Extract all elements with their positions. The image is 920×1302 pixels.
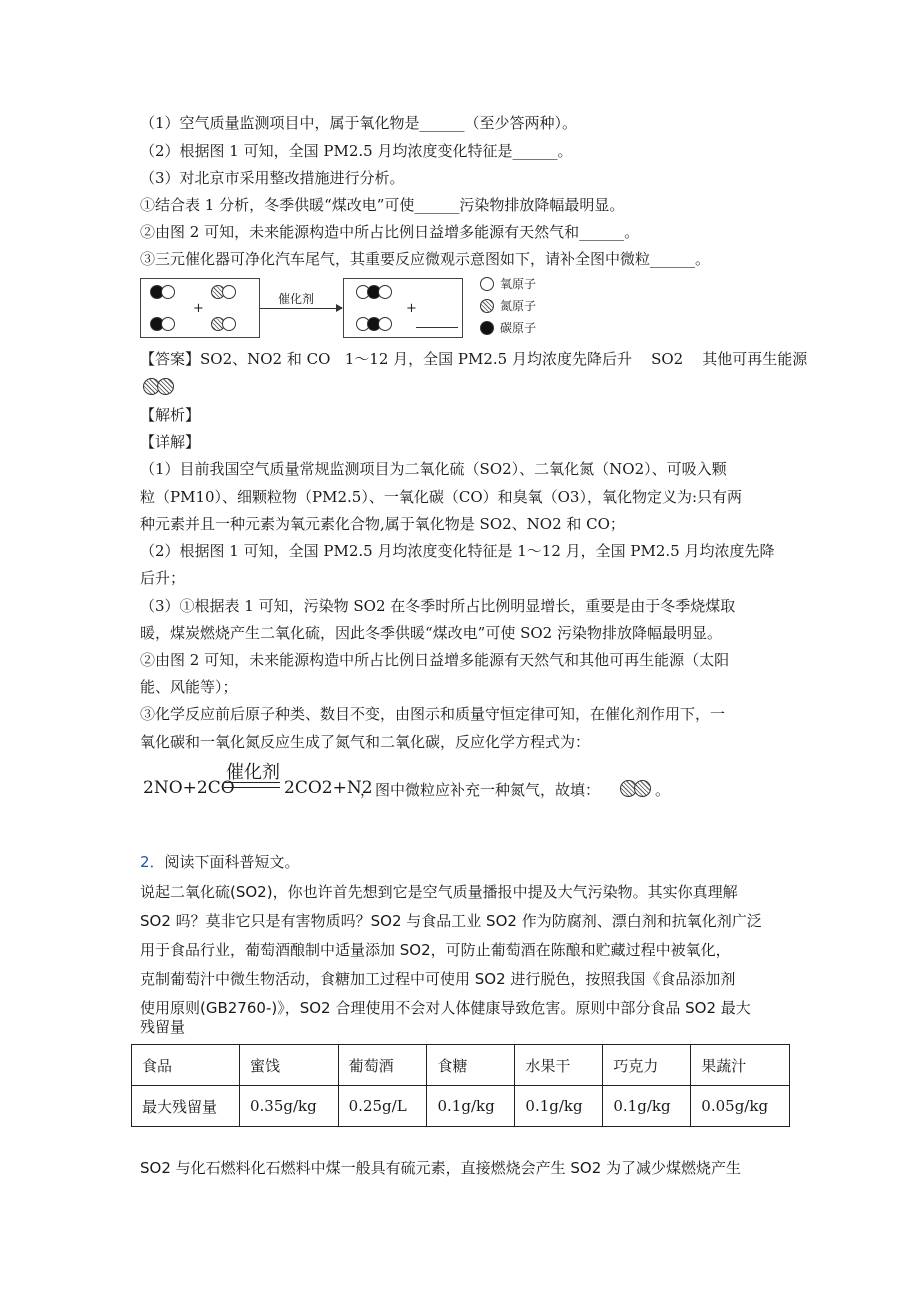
- detail-line-6: （3）①根据表 1 可知，污染物 SO2 在冬季时所占比例明显增长，重要是由于冬季烧煤取: [140, 597, 736, 615]
- q1-line-5: ②由图 2 可知，未来能源构造中所占比例日益增多能源有天然气和______。: [140, 223, 640, 241]
- q1-line-1: （1）空气质量监测项目中，属于氧化物是______（至少答两种）。: [140, 114, 578, 132]
- n2-molecule-icon: [143, 378, 174, 395]
- q2-para-4: 克制葡萄汁中微生物活动，食糖加工过程中可使用 SO2 进行脱色，按照我国《食品添加剂: [140, 970, 736, 988]
- answer-blank: [416, 327, 458, 328]
- q2-para-3: 用于食品行业，葡萄酒酿制中适量添加 SO2，可防止葡萄酒在陈酿和贮藏过程中被氧化，: [140, 941, 731, 959]
- analysis-label: 【解析】: [140, 406, 201, 424]
- table-cell: 0.35g/kg: [239, 1086, 338, 1127]
- arrow-head-icon: [336, 304, 343, 312]
- answer-item-3: SO2: [651, 350, 684, 368]
- detail-line-11: 氧化碳和一氧化氮反应生成了氮气和二氧化碳，反应化学方程式为：: [140, 733, 591, 751]
- legend-carbon: 碳原子: [480, 319, 536, 336]
- q1-line-4: ①结合表 1 分析，冬季供暖“煤改电”可使______污染物排放降幅最明显。: [140, 196, 625, 214]
- table-cell: 0.1g/kg: [515, 1086, 603, 1127]
- no-molecule: [211, 317, 236, 331]
- table-cell: 蜜饯: [239, 1045, 338, 1086]
- co-molecule: [150, 285, 175, 299]
- detail-line-5: 后升；: [140, 569, 186, 587]
- table-header-row: [132, 1045, 790, 1086]
- nitrogen-atom-icon: [480, 299, 494, 313]
- table-cell: 果蔬汁: [691, 1045, 790, 1086]
- no-molecule: [211, 285, 236, 299]
- q2-number: 2．: [140, 853, 165, 871]
- co-molecule: [150, 317, 175, 331]
- detail-line-9: 能、风能等）；: [140, 678, 238, 696]
- legend-nitrogen: 氮原子: [480, 297, 536, 314]
- table-cell: 食糖: [427, 1045, 515, 1086]
- detail-line-7: 暖，煤炭燃烧产生二氧化硫，因此冬季供暖“煤改电”可使 SO2 污染物排放降幅最明显。: [140, 624, 722, 642]
- q2-para-6: 残留量: [140, 1018, 186, 1036]
- equation-left: 2NO+2CO: [143, 778, 235, 798]
- legend-oxygen: 氧原子: [480, 275, 536, 292]
- q1-line-6: ③三元催化器可净化汽车尾气，其重要反应微观示意图如下，请补全图中微粒______。: [140, 250, 711, 268]
- answer-item-4: 其他可再生能源: [702, 350, 808, 368]
- q1-line-2: （2）根据图 1 可知，全国 PM2.5 月均浓度变化特征是______。: [140, 142, 573, 160]
- equation-double-bar: [224, 782, 280, 788]
- q2-after-table: SO2 与化石燃料化石燃料中煤一般具有硫元素，直接燃烧会产生 SO2 为了减少煤燃烧产生: [140, 1159, 742, 1177]
- n2-molecule-icon: [620, 780, 651, 797]
- table-cell: 葡萄酒: [338, 1045, 427, 1086]
- answer-item-2: 1～12 月，全国 PM2.5 月均浓度先降后升: [344, 350, 632, 368]
- detail-line-3: 种元素并且一种元素为氧元素化合物,属于氧化物是 SO2、NO2 和 CO；: [140, 515, 625, 533]
- q1-line-3: （3）对北京市采用整改措施进行分析。: [140, 169, 405, 187]
- detail-line-4: （2）根据图 1 可知，全国 PM2.5 月均浓度变化特征是 1～12 月，全国 PM2.5 月均浓度先降: [140, 542, 775, 560]
- oxygen-atom-icon: [480, 277, 494, 291]
- table-cell: 0.1g/kg: [603, 1086, 691, 1127]
- co2-molecule: [356, 285, 392, 299]
- equation-tail: ，图中微粒应补充一种氮气，故填：: [360, 781, 601, 799]
- plus-sign: +: [193, 301, 204, 316]
- table-cell: 0.25g/L: [338, 1086, 427, 1127]
- detail-line-1: （1）目前我国空气质量常规监测项目为二氧化硫（SO2）、二氧化氮（NO2）、可吸入颗: [140, 460, 727, 478]
- equation-catalyst: 催化剂: [226, 762, 280, 783]
- q2-para-5: 使用原则(GB2760-)》，SO2 合理使用不会对人体健康导致危害。原则中部分食品 SO2 最大: [140, 999, 751, 1017]
- q2-para-2: SO2 吗？莫非它只是有害物质吗？SO2 与食品工业 SO2 作为防腐剂、漂白剂和抗氧化剂广泛: [140, 912, 762, 930]
- q2-para-1: 说起二氧化硫(SO2)，你也许首先想到它是空气质量播报中提及大气污染物。其实你真理解: [140, 883, 738, 901]
- table-cell: 食品: [132, 1045, 240, 1086]
- table-cell: 最大残留量: [132, 1086, 240, 1127]
- product-box: [343, 278, 463, 338]
- table-cell: 巧克力: [603, 1045, 691, 1086]
- catalyst-label: 催化剂: [278, 292, 315, 306]
- answer-item-1: SO2、NO2 和 CO: [200, 350, 331, 368]
- co2-molecule: [356, 317, 392, 331]
- detail-line-2: 粒（PM10）、细颗粒物（PM2.5）、一氧化碳（CO）和臭氧（O3），氧化物定义为:只有两: [140, 488, 743, 506]
- detail-line-8: ②由图 2 可知，未来能源构造中所占比例日益增多能源有天然气和其他可再生能源（太阳: [140, 651, 730, 669]
- detail-line-10: ③化学反应前后原子种类、数目不变，由图示和质量守恒定律可知，在催化剂作用下，一: [140, 705, 726, 723]
- detail-label: 【详解】: [140, 433, 201, 451]
- so2-residue-table: [131, 1044, 790, 1127]
- equation-right: 2CO2+N2: [284, 778, 373, 798]
- reaction-arrow: [260, 308, 342, 309]
- table-cell: 水果干: [515, 1045, 603, 1086]
- answer-line: [140, 349, 807, 369]
- q2-title: 阅读下面科普短文。: [164, 853, 300, 871]
- plus-sign: +: [406, 301, 417, 316]
- carbon-atom-icon: [480, 321, 494, 335]
- reactant-box: [140, 278, 260, 338]
- q2-heading: [140, 852, 300, 872]
- table-cell: 0.1g/kg: [427, 1086, 515, 1127]
- table-cell: 0.05g/kg: [691, 1086, 790, 1127]
- answer-label: 【答案】: [140, 350, 201, 368]
- table-row: [132, 1086, 790, 1127]
